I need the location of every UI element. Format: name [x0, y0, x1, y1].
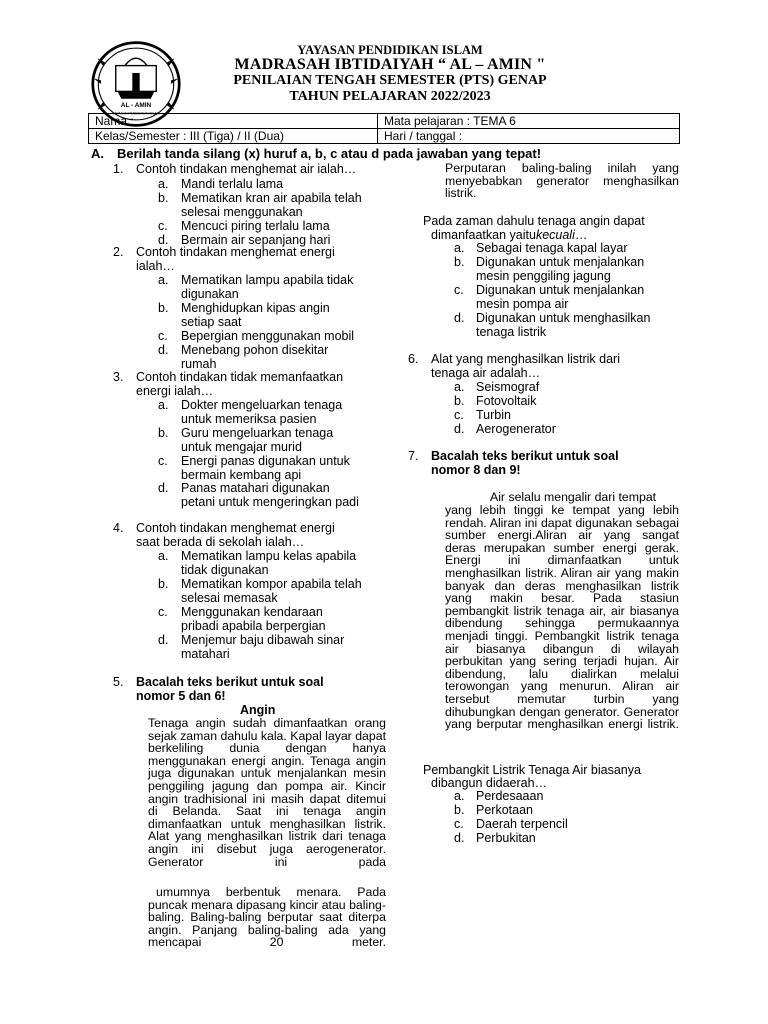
option-text[interactable]: untuk memeriksa pasien	[181, 412, 317, 426]
foundation-name: YAYASAN PENDIDIKAN ISLAM	[297, 43, 483, 57]
option-text[interactable]: Guru mengeluarkan tenaga	[181, 426, 334, 440]
option-letter: c.	[454, 283, 464, 297]
class-semester-field: Kelas/Semester : III (Tiga) / II (Dua)	[89, 129, 378, 144]
option-text[interactable]: Perkotaan	[476, 803, 533, 817]
option-letter: b.	[158, 191, 169, 205]
option-letter: c.	[158, 329, 168, 343]
option-text[interactable]: Bepergian menggunakan mobil	[181, 329, 355, 343]
option-letter: d.	[158, 481, 169, 495]
question-number: 7.	[408, 449, 419, 463]
academic-year: TAHUN PELAJARAN 2022/2023	[289, 89, 491, 104]
option-text[interactable]: Mematikan lampu kelas apabila	[181, 549, 357, 563]
option-text[interactable]: tidak digunakan	[181, 563, 269, 577]
question-text: Contoh tindakan tidak memanfaatkan	[136, 370, 344, 384]
section-instruction: Berilah tanda silang (x) huruf a, b, c atau d pada jawaban yang tepat!	[117, 146, 542, 161]
option-letter: a.	[454, 380, 465, 394]
option-letter: d.	[454, 831, 465, 845]
option-text[interactable]: Turbin	[476, 408, 511, 422]
option-text[interactable]: Mematikan kompor apabila telah	[181, 577, 362, 591]
option-text[interactable]: Fotovoltaik	[476, 394, 537, 408]
option-letter: d.	[454, 311, 465, 325]
option-text[interactable]: Sebagai tenaga kapal layar	[476, 241, 628, 255]
option-text[interactable]: Dokter mengeluarkan tenaga	[181, 398, 343, 412]
question-text: Contoh tindakan menghemat energi	[136, 521, 335, 535]
option-letter: d.	[158, 633, 169, 647]
option-text[interactable]: pribadi apabila berpergian	[181, 619, 326, 633]
option-letter: d.	[158, 233, 169, 247]
question-text: Pada zaman dahulu tenaga angin dapat	[423, 214, 645, 228]
question-number: 5.	[113, 675, 124, 689]
option-text[interactable]: Menjemur baju dibawah sinar	[181, 633, 345, 647]
option-letter: a.	[158, 549, 169, 563]
option-letter: b.	[454, 803, 465, 817]
question-text: Bacalah teks berikut untuk soal	[431, 449, 619, 463]
option-letter: a.	[454, 789, 465, 803]
question-text: Alat yang menghasilkan listrik dari	[431, 352, 620, 366]
logo-bottom-text: YAYASAN PENDIDIKAN ISLAM	[112, 111, 160, 116]
question-text: Pembangkit Listrik Tenaga Air biasanya	[423, 763, 641, 777]
question-text: nomor 5 dan 6!	[136, 689, 226, 703]
option-text[interactable]: Mematikan lampu apabila tidak	[181, 273, 354, 287]
option-letter: c.	[454, 817, 464, 831]
passage-title: Angin	[240, 703, 276, 717]
option-text[interactable]: Seismograf	[476, 380, 540, 394]
passage-paragraph: Perputaran baling-baling inilah yang menyebabkan generator menghasilkan listrik.	[445, 161, 679, 201]
option-text[interactable]: tenaga listrik	[476, 325, 547, 339]
option-letter: b.	[158, 426, 169, 440]
question-number: 6.	[408, 352, 419, 366]
question-text: Contoh tindakan menghemat energi	[136, 245, 335, 259]
option-letter: d.	[158, 343, 169, 357]
option-letter: c.	[158, 219, 168, 233]
question-number: 3.	[113, 370, 124, 384]
option-text[interactable]: Energi panas digunakan untuk	[181, 454, 350, 468]
option-text[interactable]: rumah	[181, 357, 217, 371]
option-text[interactable]: Digunakan untuk menjalankan	[476, 283, 645, 297]
option-text[interactable]: mesin pompa air	[476, 297, 569, 311]
question-text: ialah…	[136, 259, 175, 273]
option-letter: b.	[454, 394, 465, 408]
option-text[interactable]: Mematikan kran air apabila telah	[181, 191, 362, 205]
passage-paragraph: umumnya berbentuk menara. Pada puncak menara dipasang kincir atau baling-baling. Baling-baling berputar saat diterpa angin. Panjang baling-baling ada yang mencapai 20 meter.	[148, 885, 386, 950]
student-info-table	[88, 113, 680, 144]
option-letter: d.	[454, 422, 465, 436]
subject-field: Mata pelajaran : TEMA 6	[378, 114, 680, 129]
name-field[interactable]: Nama :	[89, 114, 378, 129]
option-letter: c.	[158, 454, 168, 468]
question-text: saat berada di sekolah ialah…	[136, 535, 305, 549]
option-text[interactable]: digunakan	[181, 287, 239, 301]
option-text[interactable]: bermain kembang api	[181, 468, 302, 482]
option-letter: c.	[454, 408, 464, 422]
option-text[interactable]: untuk mengajar murid	[181, 440, 302, 454]
question-text: Contoh tindakan menghemat air ialah…	[136, 162, 357, 176]
option-letter: a.	[158, 177, 169, 191]
exam-title: PENILAIAN TENGAH SEMESTER (PTS) GENAP	[233, 73, 547, 88]
option-text[interactable]: Menebang pohon disekitar	[181, 343, 329, 357]
question-number: 1.	[113, 162, 124, 176]
question-text: tenaga air adalah…	[431, 366, 541, 380]
logo-top-text: AL - AMIN	[120, 102, 152, 109]
option-letter: b.	[454, 255, 465, 269]
question-number: 2.	[113, 245, 124, 259]
section-label: A.	[91, 146, 104, 161]
option-text[interactable]: Panas matahari digunakan	[181, 481, 330, 495]
option-text[interactable]: Daerah terpencil	[476, 817, 568, 831]
option-text[interactable]: Mandi terlalu lama	[181, 177, 284, 191]
option-text[interactable]: Menggunakan kendaraan	[181, 605, 323, 619]
option-text[interactable]: selesai menggunakan	[181, 205, 303, 219]
option-text[interactable]: matahari	[181, 647, 230, 661]
question-text: dimanfaatkan yaitukecuali…	[431, 228, 588, 242]
option-letter: b.	[158, 577, 169, 591]
question-number: 4.	[113, 521, 124, 535]
option-letter: c.	[158, 605, 168, 619]
question-text: nomor 8 dan 9!	[431, 463, 521, 477]
question-text: Bacalah teks berikut untuk soal	[136, 675, 324, 689]
option-letter: a.	[158, 273, 169, 287]
school-name: MADRASAH IBTIDAIYAH “ AL – AMIN "	[234, 56, 546, 73]
option-text[interactable]: Digunakan untuk menjalankan	[476, 255, 645, 269]
option-text[interactable]: Perdesaaan	[476, 789, 544, 803]
option-text[interactable]: setiap saat	[181, 315, 242, 329]
option-text[interactable]: Mencuci piring terlalu lama	[181, 219, 330, 233]
option-text[interactable]: petani untuk mengeringkan padi	[181, 495, 359, 509]
option-text[interactable]: Perbukitan	[476, 831, 536, 845]
option-text[interactable]: Aerogenerator	[476, 422, 556, 436]
option-text[interactable]: Menghidupkan kipas angin	[181, 301, 330, 315]
option-letter: a.	[158, 398, 169, 412]
passage-paragraph: Air selalu mengalir dari tempat	[490, 490, 657, 504]
option-text[interactable]: Digunakan untuk menghasilkan	[476, 311, 651, 325]
option-text[interactable]: mesin penggiling jagung	[476, 269, 611, 283]
passage-paragraph: Tenaga angin sudah dimanfaatkan orang sejak zaman dahulu kala. Kapal layar dapat berkeliling dunia dengan hanya menggunakan energi angin. Tenaga angin juga digunakan untuk menjalankan mesin penggiling jagung dan pompa air. Kincir angin tradhisional ini masih dapat ditemui di Belanda. Saat ini tenaga angin dimanfaatkan untuk menghasilkan listrik. Alat yang menghasilkan listrik dari tenaga angin ini disebut juga aerogenerator. Generator ini pada	[148, 716, 386, 869]
question-text: energi ialah…	[136, 384, 214, 398]
option-letter: b.	[158, 301, 169, 315]
passage-paragraph: yang lebih tinggi ke tempat yang lebih rendah. Aliran ini dapat digunakan sebagai sumber energi.Aliran air yang sangat deras merupakan sumber energi gerak. Energi ini dimanfaatkan untuk menghasilkan listrik. Aliran air yang makin banyak dan deras menghasilkan listrik yang makin besar. Pada stasiun pembangkit listrik tenaga air, air biasanya dibendung sehingga permukaannya menjadi tinggi. Pembangkit listrik tenaga air biasanya dibangun di wilayah perbukitan yang sering terjadi hujan. Air dibendung, lalu dialirkan melalui terowongan yang menurun. Aliran air tersebut memutar turbin yang dihubungkan dengan generator. Generator yang berputar menghasilkan energi listrik.	[445, 503, 679, 732]
option-text[interactable]: Bermain air sepanjang hari	[181, 233, 331, 247]
option-letter: a.	[454, 241, 465, 255]
question-text: dibangun didaerah…	[431, 776, 548, 790]
day-date-field[interactable]: Hari / tanggal :	[378, 129, 680, 144]
option-text[interactable]: selesai memasak	[181, 591, 278, 605]
